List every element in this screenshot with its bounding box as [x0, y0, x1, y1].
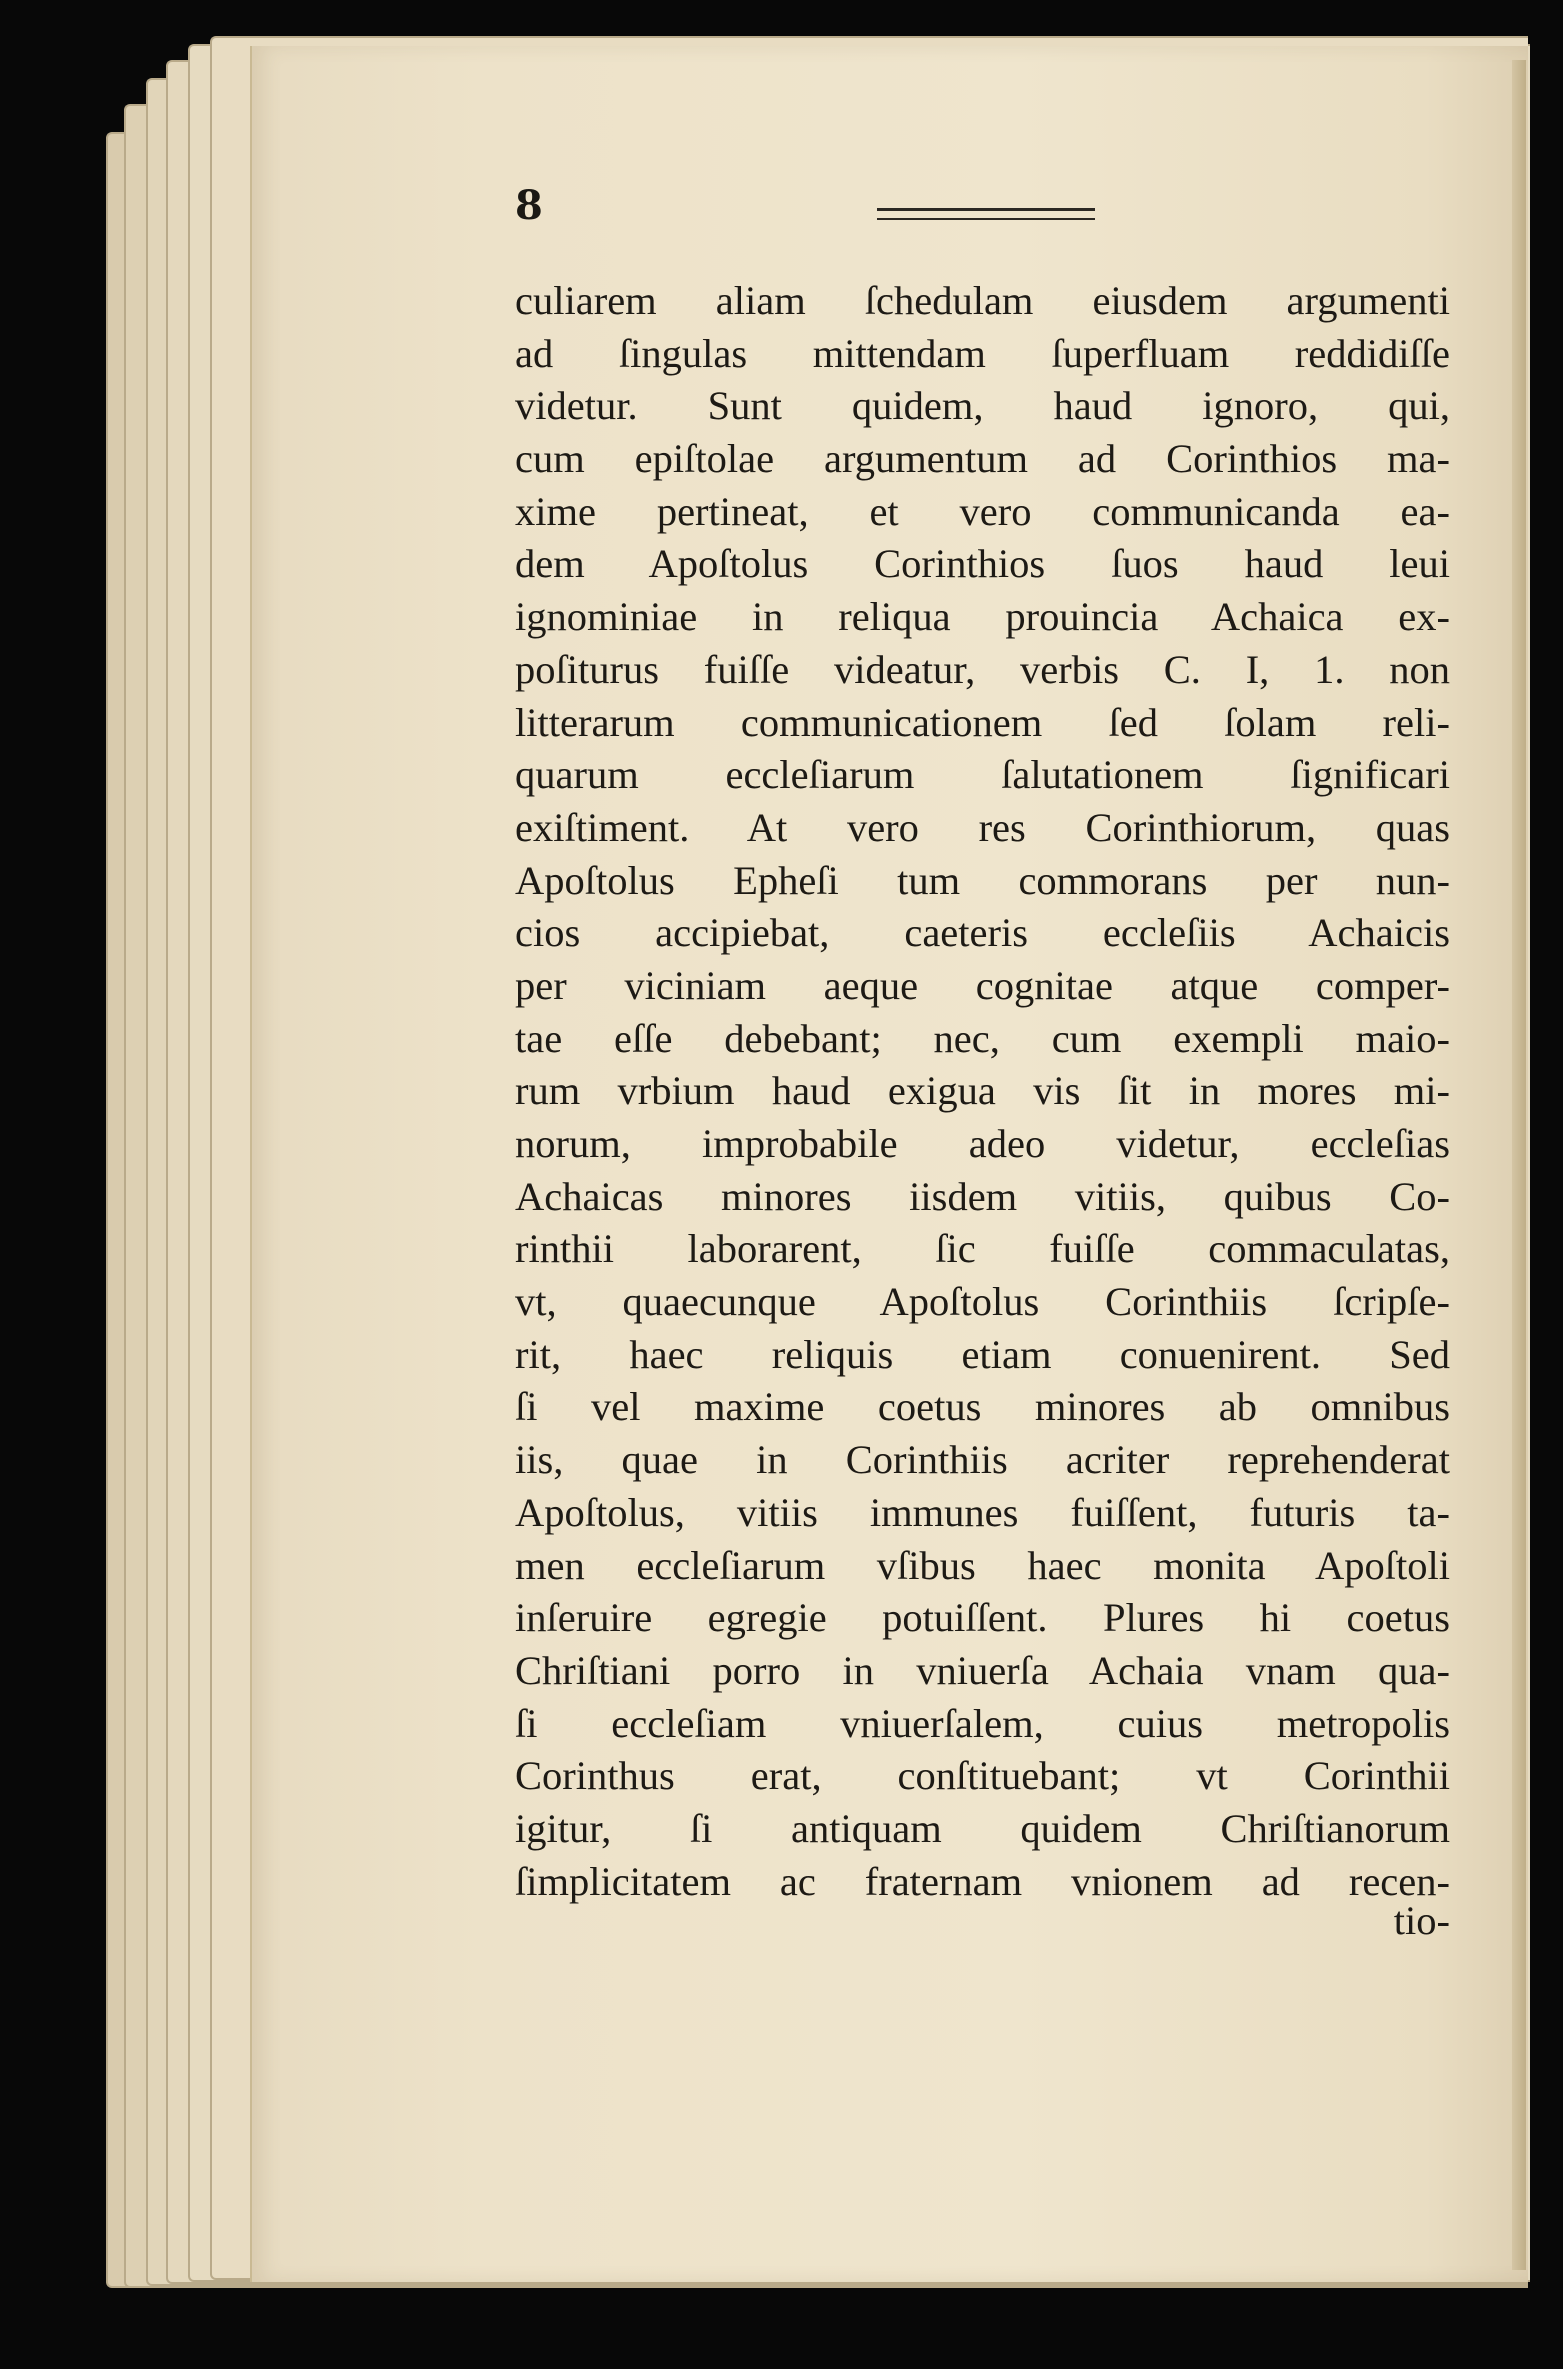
text-line: tae eſſe debebant; nec, cum exempli maio-	[515, 1015, 1450, 1061]
page-header	[515, 182, 1095, 229]
header-rule	[877, 208, 1095, 220]
text-line: ſimplicitatem ac fraternam vnionem ad recen-	[515, 1858, 1450, 1904]
text-line: culiarem aliam ſchedulam eiusdem argumenti	[515, 278, 1450, 323]
text-line: Chriſtiani porro in vniuerſa Achaia vnam qua-	[515, 1647, 1450, 1693]
text-line: igitur, ſi antiquam quidem Chriſtianorum	[515, 1805, 1450, 1851]
text-line: exiſtiment. At vero res Corinthiorum, quas	[515, 804, 1450, 850]
text-line: cum epiſtolae argumentum ad Corinthios ma-	[515, 436, 1450, 482]
text-line: iis, quae in Corinthiis acriter reprehenderat	[515, 1437, 1450, 1483]
text-line: ſi vel maxime coetus minores ab omnibus	[515, 1384, 1450, 1430]
page-number: 8	[515, 182, 543, 229]
text-line: poſiturus fuiſſe videatur, verbis C. I, 1. non	[515, 646, 1450, 692]
text-line: rit, haec reliquis etiam conuenirent. Sed	[515, 1331, 1450, 1377]
text-line: ignominiae in reliqua prouincia Achaica ex-	[515, 594, 1450, 640]
text-line: men eccleſiarum vſibus haec monita Apoſtoli	[515, 1542, 1450, 1588]
catchword: tio-	[1393, 1898, 1450, 1943]
text-line: dem Apoſtolus Corinthios ſuos haud leui	[515, 541, 1450, 587]
text-line: rum vrbium haud exigua vis ſit in mores mi-	[515, 1068, 1450, 1114]
text-line: rinthii laborarent, ſic fuiſſe commaculatas,	[515, 1226, 1450, 1272]
text-line: vt, quaecunque Apoſtolus Corinthiis ſcripſe-	[515, 1279, 1450, 1325]
text-line: cios accipiebat, caeteris eccleſiis Achaicis	[515, 910, 1450, 956]
text-line: ſi eccleſiam vniuerſalem, cuius metropolis	[515, 1700, 1450, 1746]
book-gutter	[1512, 60, 1526, 2270]
text-line: Achaicas minores iisdem vitiis, quibus Co-	[515, 1173, 1450, 1219]
text-line: inſeruire egregie potuiſſent. Plures hi coetus	[515, 1595, 1450, 1641]
text-line: norum, improbabile adeo videtur, eccleſias	[515, 1121, 1450, 1166]
text-line: per viciniam aeque cognitae atque comper-	[515, 962, 1450, 1008]
text-line: Apoſtolus Epheſi tum commorans per nun-	[515, 857, 1450, 903]
text-line: Apoſtolus, vitiis immunes fuiſſent, futuris ta-	[515, 1489, 1450, 1535]
text-line: quarum eccleſiarum ſalutationem ſignificari	[515, 752, 1450, 798]
body-text	[515, 275, 1450, 1908]
text-line: videtur. Sunt quidem, haud ignoro, qui,	[515, 383, 1450, 429]
text-line: xime pertineat, et vero communicanda ea-	[515, 488, 1450, 534]
text-line: litterarum communicationem ſed ſolam reli-	[515, 699, 1450, 745]
text-line: ad ſingulas mittendam ſuperfluam reddidiſſe	[515, 330, 1450, 376]
text-line: Corinthus erat, conſtituebant; vt Corinthii	[515, 1753, 1450, 1799]
